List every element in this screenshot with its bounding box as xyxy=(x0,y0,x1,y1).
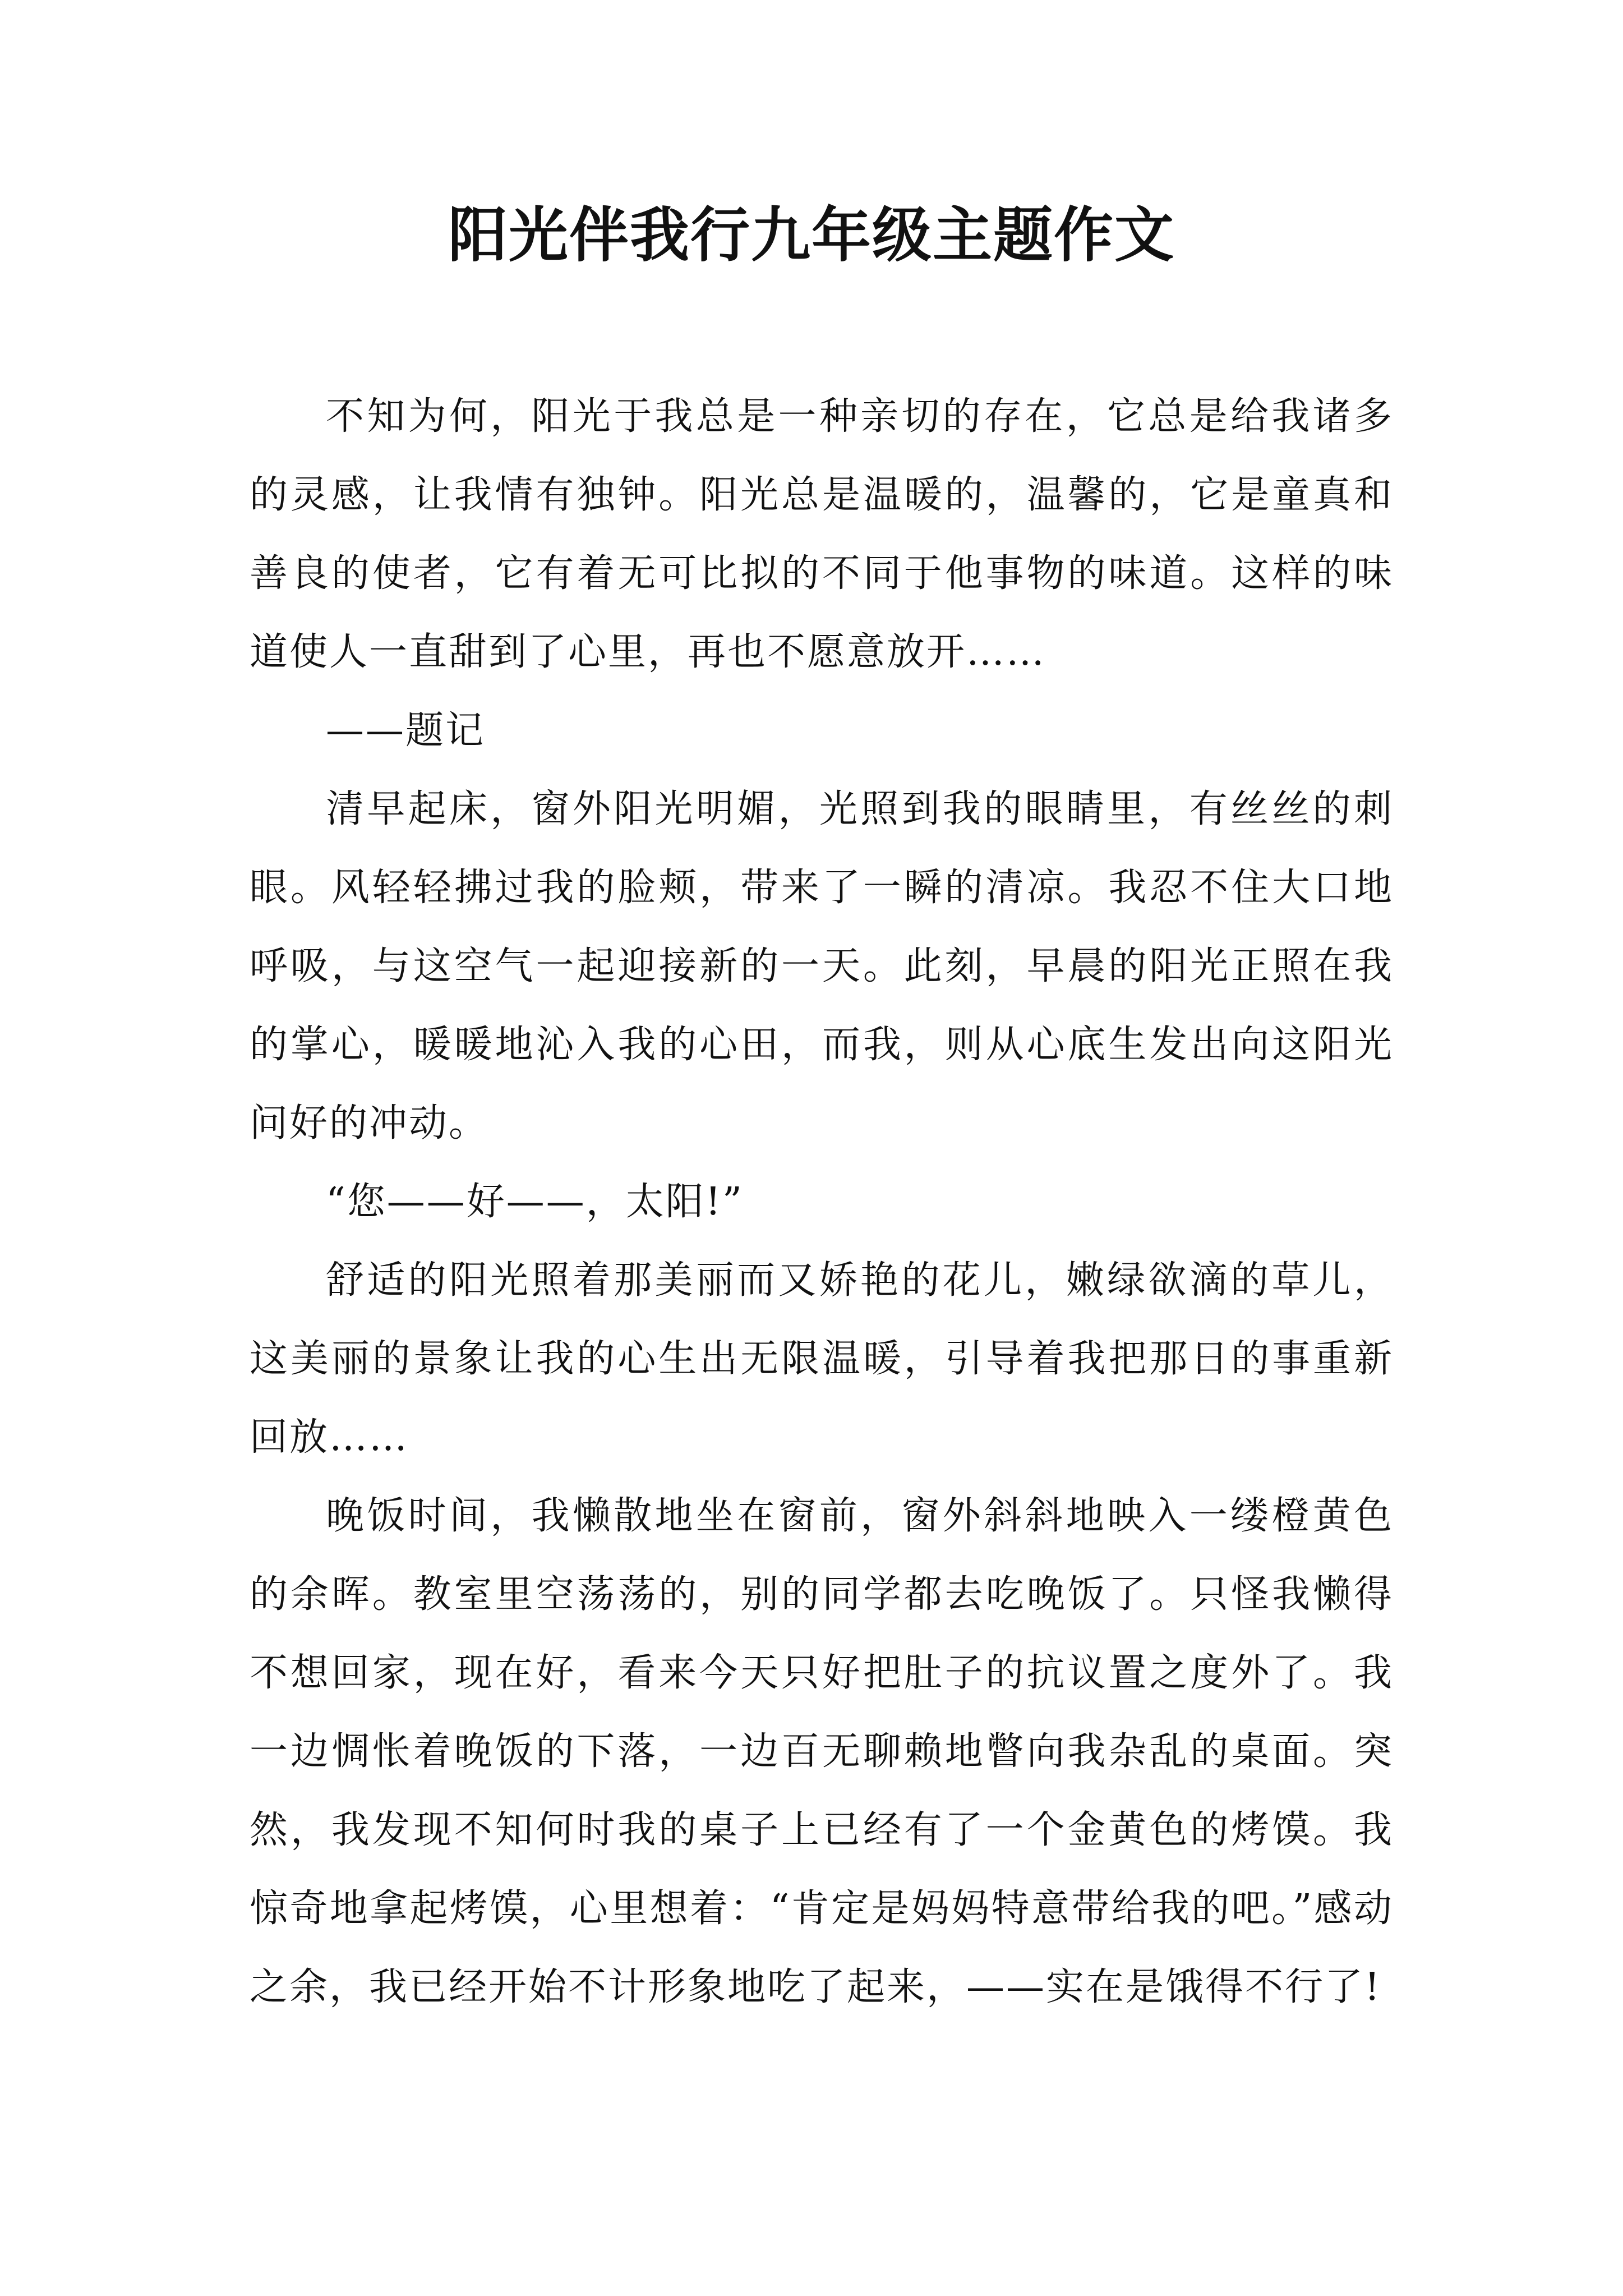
paragraph-epigraph: 不知为何，阳光于我总是一种亲切的存在，它总是给我诸多的灵感，让我情有独钟。阳光总是温暖的，温馨的，它是童真和善良的使者，它有着无可比拟的不同于他事物的味道。这样的味道使人一直甜到了心里，再也不愿意放开…… xyxy=(250,394,1394,674)
document-title: 阳光伴我行九年级主题作文 xyxy=(448,201,1175,270)
epigraph-signature: ——题记 xyxy=(326,708,486,753)
greeting-quote: “您——好——，太阳!” xyxy=(326,1180,744,1224)
paragraph-morning: 清早起床，窗外阳光明媚，光照到我的眼睛里，有丝丝的刺眼。风轻轻拂过我的脸颊，带来了一瞬的清凉。我忍不住大口地呼吸，与这空气一起迎接新的一天。此刻，早晨的阳光正照在我的掌心，暖暖地沁入我的心田，而我，则从心底生发出向这阳光问好的冲动。 xyxy=(250,787,1394,1145)
paragraph-dinner: 晚饭时间，我懒散地坐在窗前，窗外斜斜地映入一缕橙黄色的余晖。教室里空荡荡的，别的同学都去吃晚饭了。只怪我懒得不想回家，现在好，看来今天只好把肚子的抗议置之度外了。我一边惆怅着晚饭的下落，一边百无聊赖地瞥向我杂乱的桌面。突然，我发现不知何时我的桌子上已经有了一个金黄色的烤馍。我惊奇地拿起烤馍，心里想着：“肯定是妈妈特意带给我的吧。”感动之余，我已经开始不计形象地吃了起来，——实在是饿得不行了! xyxy=(250,1494,1394,2009)
paragraph-flowers: 舒适的阳光照着那美丽而又娇艳的花儿，嫩绿欲滴的草儿，这美丽的景象让我的心生出无限温暖，引导着我把那日的事重新回放…… xyxy=(250,1258,1394,1460)
document-body xyxy=(250,378,1394,2027)
